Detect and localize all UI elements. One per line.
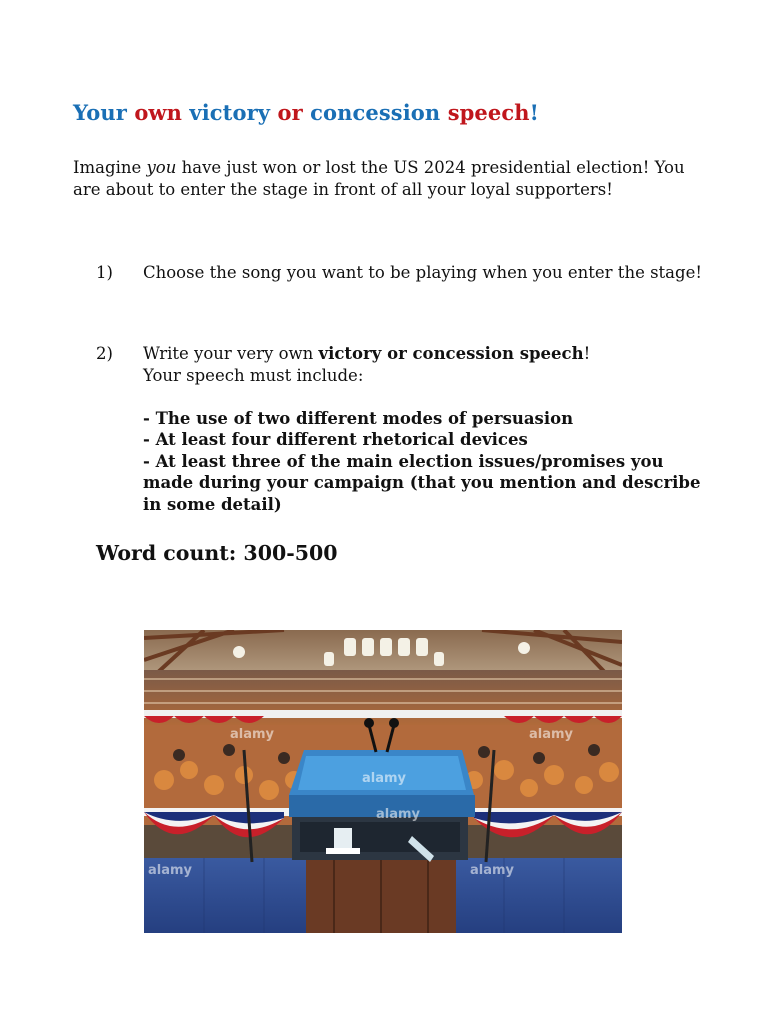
requirement-item: - The use of two different modes of persuasion — [143, 408, 574, 428]
title-word: victory — [189, 100, 271, 125]
title-word: Your — [73, 100, 127, 125]
word-count-heading: Word count: 300-500 — [96, 541, 338, 565]
task-text-after: ! — [583, 344, 591, 363]
task-text-before: Write your very own — [143, 344, 319, 363]
requirement-text: The use of two different modes of persuasion — [155, 408, 574, 428]
task-content — [143, 343, 703, 515]
title-exclamation: ! — [529, 100, 539, 125]
title-word: speech — [447, 100, 530, 125]
watermark: alamy — [529, 727, 574, 742]
task-text: Choose the song you want to be playing when you enter the stage! — [143, 263, 702, 282]
requirement-item: - At least four different rhetorical devices — [143, 430, 528, 449]
task-number: 2) — [96, 344, 113, 363]
watermark: alamy — [470, 863, 515, 878]
task-number: 1) — [96, 263, 113, 282]
task-subline: Your speech must include: — [143, 365, 364, 385]
intro-after: have just won or lost the US 2024 presidential election! You are about to enter the stage in front of all your loyal supporters! — [73, 158, 685, 199]
watermark: alamy — [362, 771, 407, 786]
intro-before: Imagine — [73, 158, 147, 177]
requirement-text: At least four different rhetorical devices — [155, 430, 528, 449]
task-text — [143, 343, 703, 365]
podium-photo — [144, 630, 622, 933]
watermark: alamy — [376, 807, 421, 822]
page-title — [73, 100, 539, 125]
title-word: concession — [310, 100, 441, 125]
requirement-item: - At least three of the main election issues/promises you made during your campaign (that you mention and describe in some detail) — [143, 451, 701, 514]
watermark: alamy — [230, 727, 275, 742]
title-word: or — [277, 100, 303, 125]
requirement-text: At least three of the main election issues/promises you made during your campaign (that you mention and describe in some detail) — [143, 451, 701, 514]
intro-paragraph — [73, 157, 703, 200]
watermark: alamy — [148, 863, 193, 878]
intro-emphasis: you — [146, 158, 177, 177]
arena-illustration — [144, 630, 622, 933]
title-word: own — [134, 100, 182, 125]
task-text-bold: victory or concession speech — [318, 344, 584, 363]
